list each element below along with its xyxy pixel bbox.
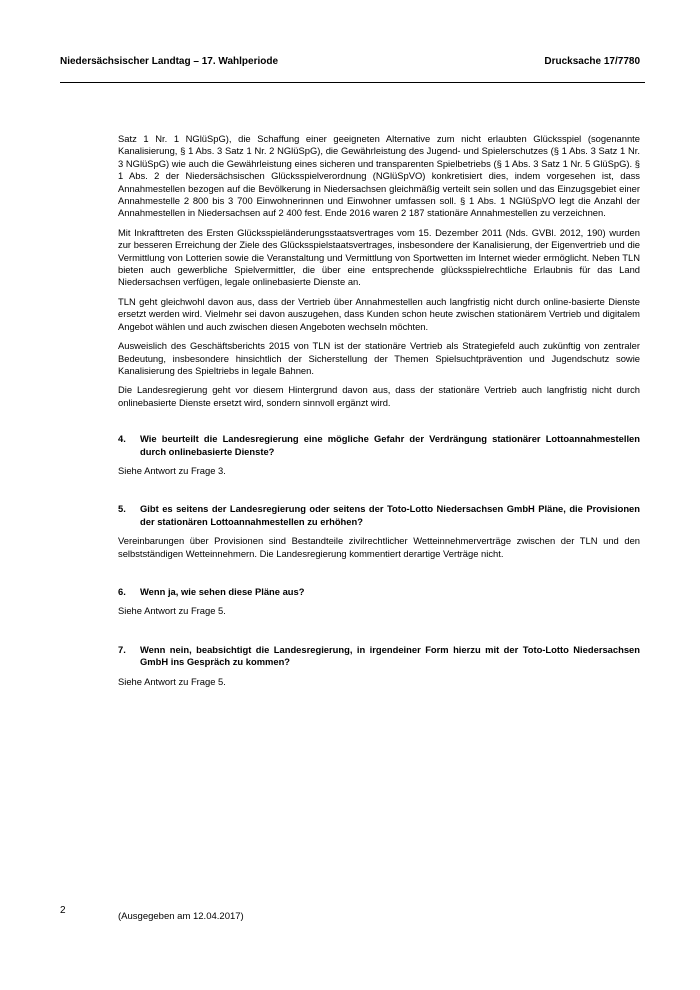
answer-4: Siehe Antwort zu Frage 3.	[118, 464, 226, 476]
answer-5: Vereinbarungen über Provisionen sind Bestandteile zivilrechtlicher Wetteinnehmerverträge zwischen der TLN und den selbstständigen Wetteinnehmern. Die Landesregierung kommentiert derartige Verträge nicht.	[118, 535, 640, 559]
header-parliament: Niedersächsischer Landtag – 17. Wahlperiode	[60, 56, 279, 67]
question-text: Gibt es seitens der Landesregierung oder seitens der Toto-Lotto Niedersachsen GmbH Pläne, die Provisionen der stationären Lottoannahmestellen zu erhöhen?	[140, 503, 640, 527]
question-number: 7.	[118, 643, 126, 655]
header-document-number: Drucksache 17/7780	[544, 56, 640, 67]
paragraph: Ausweislich des Geschäftsberichts 2015 von TLN ist der stationäre Vertrieb als Strategiefeld auch zukünftig von zentraler Bedeutung, insbesondere hinsichtlich der Sicherstellung der Themen Spielsuchtprävention und Jugendschutz sowie Kanalisierung des Spieltriebs in legale Bahnen.	[118, 340, 640, 376]
question-number: 4.	[118, 433, 126, 445]
question-7	[118, 644, 640, 669]
question-text: Wenn ja, wie sehen diese Pläne aus?	[140, 585, 305, 597]
question-5	[118, 503, 640, 528]
question-text: Wenn nein, beabsichtigt die Landesregierung, in irgendeiner Form hierzu mit der Toto-Lotto Niedersachsen GmbH ins Gespräch zu kommen?	[140, 643, 640, 668]
question-text: Wie beurteilt die Landesregierung eine mögliche Gefahr der Verdrängung stationärer Lottoannahmestellen durch onlinebasierte Dienste?	[140, 433, 640, 457]
question-4	[118, 433, 640, 458]
question-number: 6.	[118, 585, 126, 597]
header-rule	[60, 82, 645, 83]
answer-7: Siehe Antwort zu Frage 5.	[118, 675, 226, 687]
question-6	[118, 586, 640, 598]
paragraph: Satz 1 Nr. 1 NGlüSpG), die Schaffung einer geeigneten Alternative zum nicht erlaubten Glücksspiel (sogenannte Kanalisierung, § 1 Abs. 3 Satz 1 Nr. 2 NGlüSpG), die Gewährleistung des Jugend- und Spielerschutzes (§ 1 Abs. 3 Satz 1 Nr. 3 NGlüSpG) wie auch die Gewährleistung eines sicheren und transparenten Spielbetriebs (§ 1 Abs. 3 Satz 1 Nr. 5 GlüSpG). § 1 Abs. 2 der Niedersächsischen Glücksspielverordnung (NGlüSpVO) konkretisiert dies, indem vorgesehen ist, dass Annahmestellen bezogen auf die Bevölkerung in Niedersachsen gleichmäßig verteilt sein sollen und das Einzugsgebiet einer Annahmestelle 2 800 bis 3 700 Einwohnerinnen und Einwohner umfassen soll. § 1 Abs. 1 NGlüSpVO legt die Anzahl der Annahmestellen in Niedersachsen auf 2 400 fest. Ende 2016 waren 2 187 stationäre Annahmestellen zu verzeichnen.	[118, 133, 640, 219]
paragraph: Mit Inkrafttreten des Ersten Glücksspieländerungsstaatsvertrages vom 15. Dezember 2011 (Nds. GVBl. 2012, 190) wurden zur besseren Erreichung der Ziele des Glücksspielstaatsvertrages, insbesondere der Kanalisierung, der Eigenvertrieb und die Vermittlung von Lotterien sowie die Veranstaltung und Vermittlung von Sportwetten im Internet wieder ermöglicht. Neben TLN bieten auch gewerbliche Spielvermittler, die über eine entsprechende glücksspielrechtliche Erlaubnis für das Land Niedersachsen verfügen, legale onlinebasierte Dienste an.	[118, 226, 640, 288]
paragraph: TLN geht gleichwohl davon aus, dass der Vertrieb über Annahmestellen auch langfristig nicht durch online-basierte Dienste ersetzt werden wird. Vielmehr sei davon auszugehen, dass Kunden schon heute zwischen stationärem Vertrieb und digitalem Angebot wählen und auch zwischen diesen Angeboten wechseln möchten.	[118, 295, 640, 332]
question-number: 5.	[118, 503, 126, 515]
document-body	[118, 133, 640, 695]
issued-date: (Ausgegeben am 12.04.2017)	[118, 911, 244, 922]
answer-6: Siehe Antwort zu Frage 5.	[118, 605, 226, 617]
page-number: 2	[60, 905, 66, 916]
paragraph: Die Landesregierung geht vor diesem Hintergrund davon aus, dass der stationäre Vertrieb auch langfristig nicht durch onlinebasierte Dienste ersetzt wird, sondern sinnvoll ergänzt wird.	[118, 384, 640, 408]
